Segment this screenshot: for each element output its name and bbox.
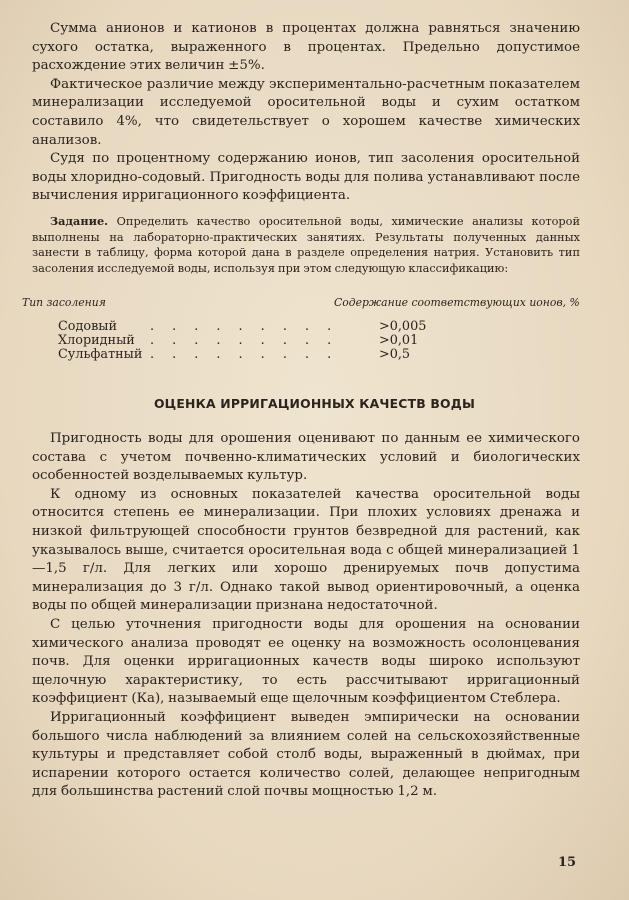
body-text-block (32, 430, 580, 802)
paragraph: С целью уточнения пригодности воды для орошения на основании химического анализа проводят ее оценку на возможность осолонцевания почв. Для оценки ирригационных качеств воды широко используют щелочную характеристику, то есть рассчитывают ирригационный коэффициент (Ка), называемый еще щелочным коэффициентом Стеблера. (32, 616, 580, 707)
leader-dots: . . . . . . . . . (150, 333, 339, 348)
paragraph: Судя по процентному содержанию ионов, тип засоления оросительной воды хлоридно-содовый. Пригодность воды для полива устанавливают после вычисления ирригационного коэффициента. (32, 151, 580, 204)
leader-dots: . . . . . . . . . (150, 319, 339, 334)
col-content-label: Содержание соответствующих ионов, % (334, 296, 580, 309)
paragraph: К одному из основных показателей качества оросительной воды относится степень ее минерализации. При плохих условиях дренажа и низкой фильтрующей способности грунтов безвредной для растений, как указывалось выше, считается оросительная вода с общей минерализацией 1—1,5 г/л. Для легких или хорошо дренируемых почв допустима минерализация до 3 г/л. Однако такой вывод ориентировочный, а оценка воды по общей минерализации признана недостаточной. (32, 486, 580, 614)
salinity-type: Хлоридный (58, 333, 135, 348)
task-lead: Задание. (50, 214, 109, 228)
ion-content: >0,01 (379, 333, 419, 348)
paragraph: Ирригационный коэффициент выведен эмпирически на основании большого числа наблюдений за влиянием солей на сельскохозяйственные культуры и представляет собой столб воды, выраженный в дюймах, при испарении которого остается количество солей, делающее непригодным для большинства растений слой почвы мощностью 1,2 м. (32, 709, 580, 800)
col-type-label: Тип засоления (22, 296, 106, 309)
salinity-type: Содовый (58, 319, 117, 334)
paragraph: Сумма анионов и катионов в процентах должна равняться значению сухого остатка, выраженного в процентах. Предельно допустимое расхождение этих величин ±5%. (32, 21, 580, 74)
task-text: Определить качество оросительной воды, химические анализы которой выполнены на лабораторно-практических занятиях. Результаты полученных данных занести в таблицу, форма которой дана в разделе определения натрия. Установить тип засоления исследуемой воды, используя при этом следующую классификацию: (32, 215, 580, 275)
ion-content: >0,005 (379, 319, 427, 334)
leader-dots: . . . . . . . . . (150, 347, 339, 362)
top-text-block (32, 20, 580, 206)
paragraph: Фактическое различие между экспериментально-расчетным показателем минерализации исследуемой оросительной воды и сухим остатком составило 4%, что свидетельствует о хорошем качестве химических анализов. (32, 76, 580, 148)
paragraph: Пригодность воды для орошения оценивают по данным ее химического состава с учетом почвенно-климатических условий и биологических особенностей возделываемых культур. (32, 431, 580, 484)
page-number: 15 (558, 855, 577, 870)
task-block (32, 214, 580, 276)
classification-header (22, 296, 582, 309)
salinity-type: Сульфатный (58, 347, 143, 362)
ion-content: >0,5 (379, 347, 411, 362)
section-heading: ОЦЕНКА ИРРИГАЦИОННЫХ КАЧЕСТВ ВОДЫ (153, 396, 476, 411)
